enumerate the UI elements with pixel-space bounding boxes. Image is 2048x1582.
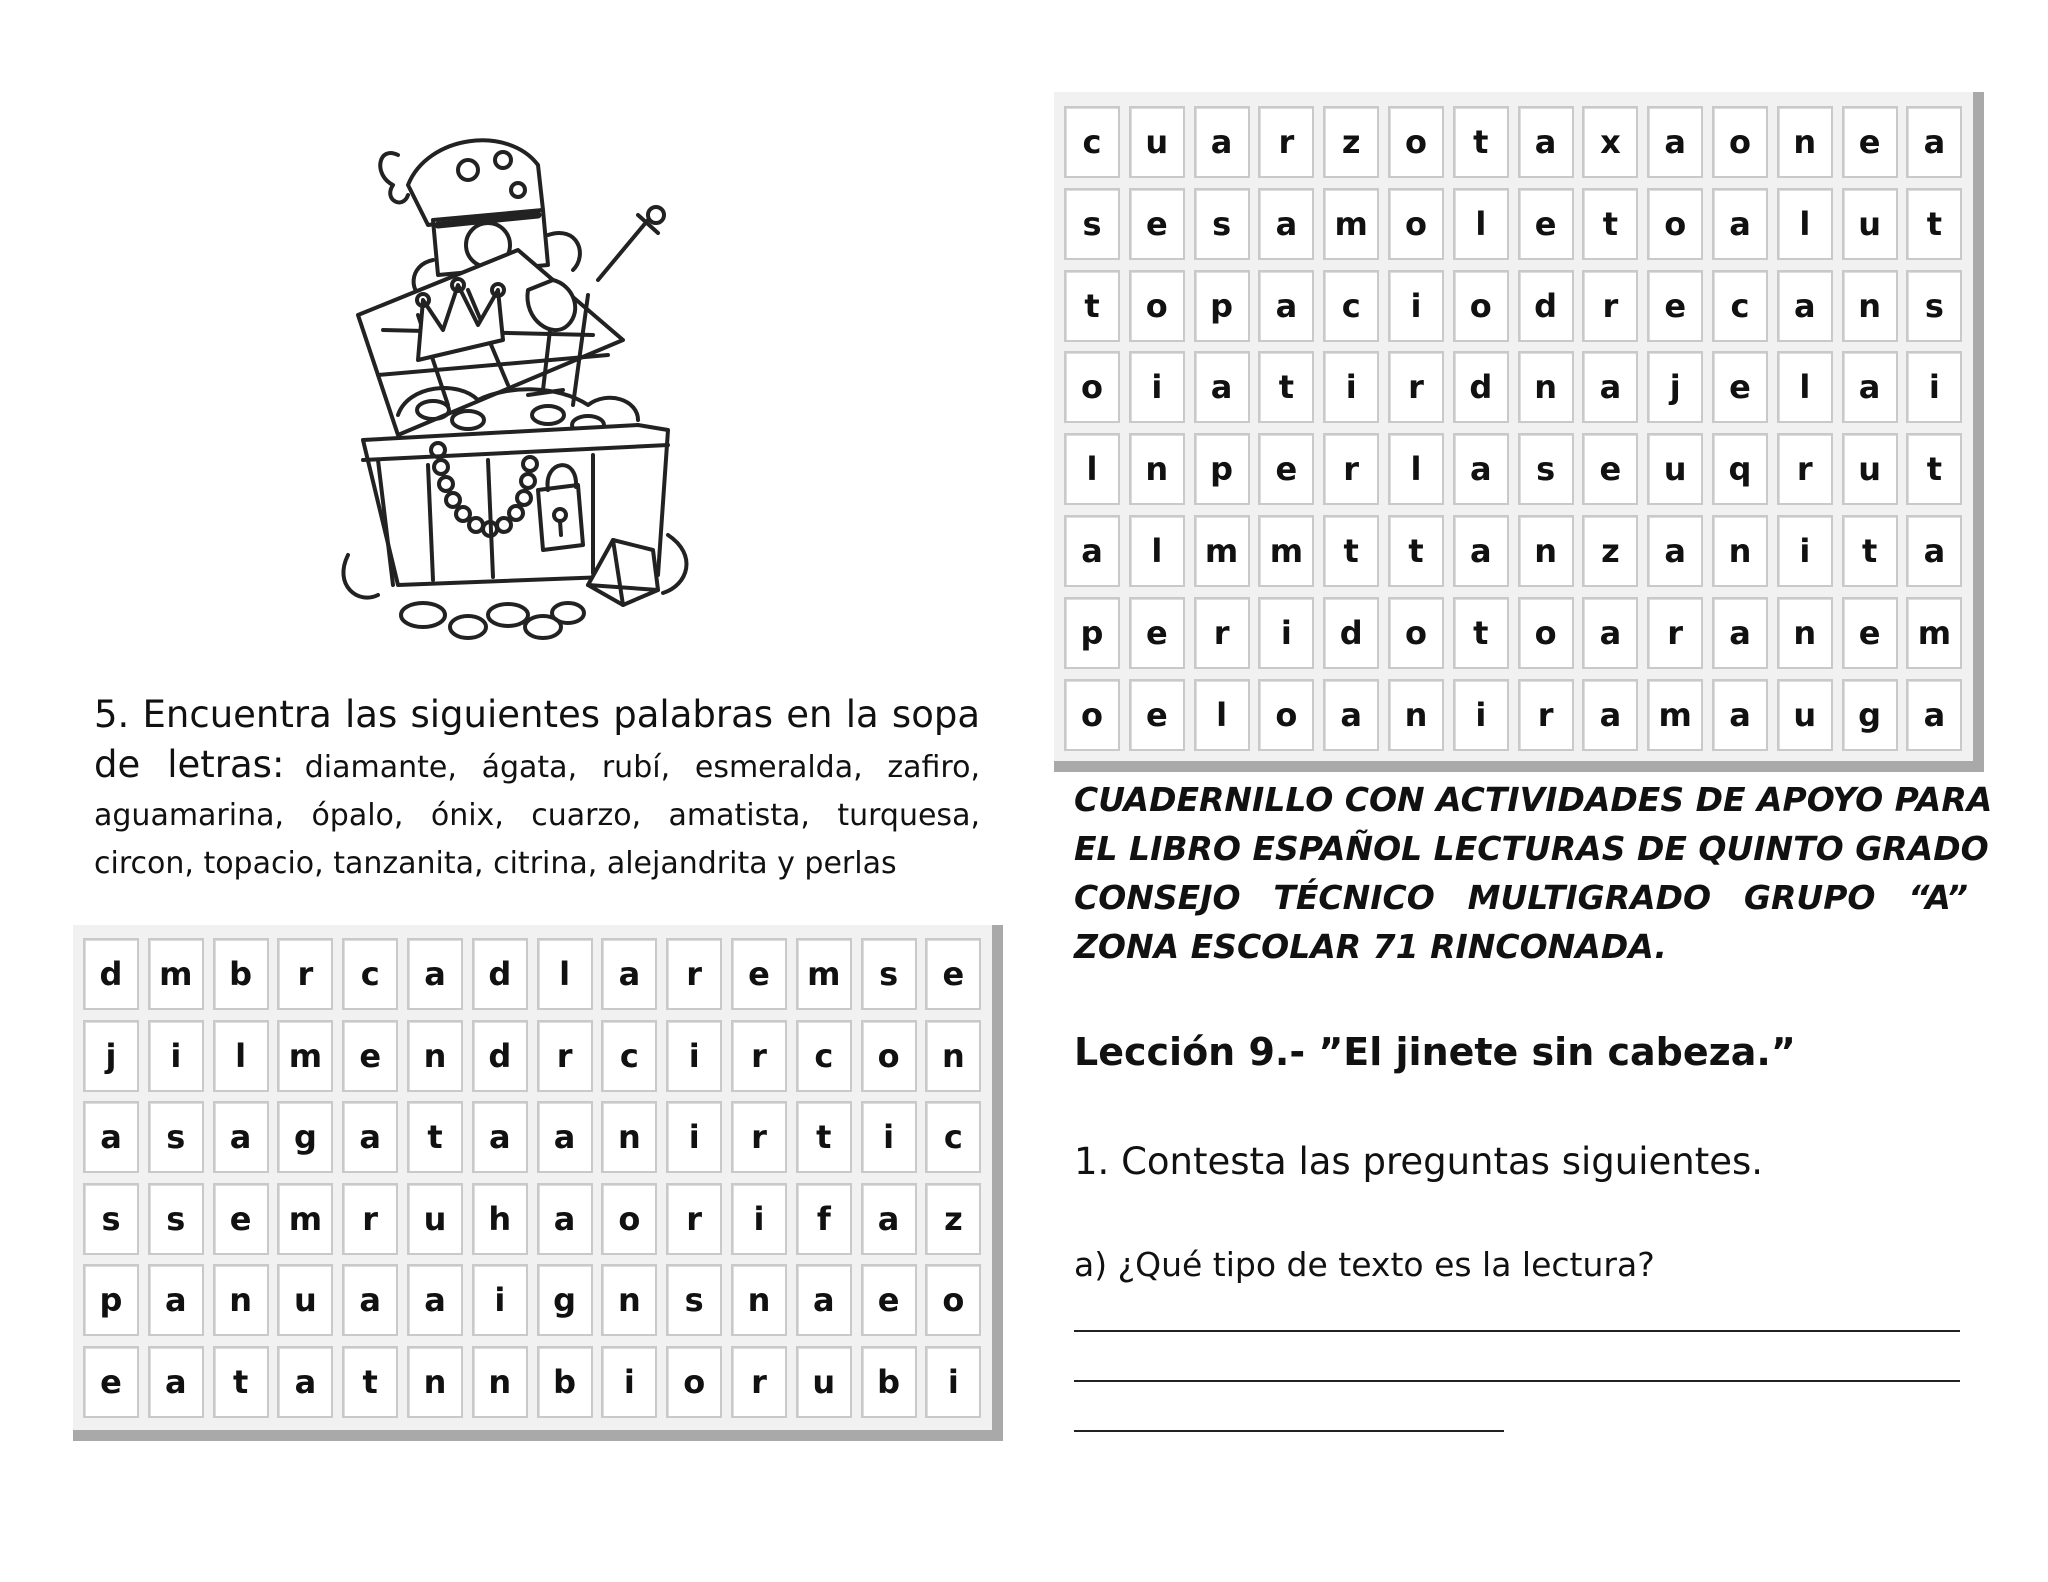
grid-cell[interactable]: n	[1842, 270, 1898, 342]
grid-cell[interactable]: s	[1906, 270, 1962, 342]
grid-cell[interactable]: i	[601, 1346, 657, 1418]
grid-cell[interactable]: i	[1388, 270, 1444, 342]
sword	[573, 215, 658, 405]
grid-cell[interactable]: c	[342, 938, 398, 1010]
grid-cell[interactable]: o	[1064, 679, 1120, 751]
grid-cell[interactable]: p	[1194, 270, 1250, 342]
grid-cell[interactable]: p	[1064, 597, 1120, 669]
question-a: a) ¿Qué tipo de texto es la lectura?	[1074, 1245, 1655, 1284]
grid-cell[interactable]: r	[1388, 351, 1444, 423]
instruction-line-1: 5. Encuentra las siguientes palabras en la sopa	[94, 693, 980, 736]
grid-cell[interactable]: r	[1194, 597, 1250, 669]
grid-cell[interactable]: r	[1777, 433, 1833, 505]
grid-cell[interactable]: e	[861, 1264, 917, 1336]
grid-cell[interactable]: i	[1323, 351, 1379, 423]
grid-cell[interactable]: u	[796, 1346, 852, 1418]
grid-cell[interactable]: a	[1582, 597, 1638, 669]
grid-cell[interactable]: e	[731, 938, 787, 1010]
grid-cell[interactable]: s	[1064, 188, 1120, 260]
grid-cell[interactable]: t	[1388, 515, 1444, 587]
grid-cell[interactable]: o	[925, 1264, 981, 1336]
grid-cell[interactable]: l	[213, 1020, 269, 1092]
grid-cell[interactable]: t	[1453, 106, 1509, 178]
grid-cell[interactable]: m	[796, 938, 852, 1010]
grid-cell[interactable]: g	[277, 1101, 333, 1173]
grid-cell[interactable]: m	[1906, 597, 1962, 669]
grid-cell[interactable]: c	[1712, 270, 1768, 342]
grid-cell[interactable]: z	[925, 1183, 981, 1255]
grid-cell[interactable]: n	[1388, 679, 1444, 751]
grid-cell[interactable]: a	[213, 1101, 269, 1173]
grid-cell[interactable]: o	[1129, 270, 1185, 342]
grid-cell[interactable]: a	[1258, 270, 1314, 342]
grid-cell[interactable]: e	[1647, 270, 1703, 342]
grid-cell[interactable]: b	[213, 938, 269, 1010]
grid-cell[interactable]: n	[407, 1020, 463, 1092]
grid-cell[interactable]: i	[666, 1020, 722, 1092]
grid-cell[interactable]: l	[1194, 679, 1250, 751]
grid-cell[interactable]: i	[1258, 597, 1314, 669]
grid-cell[interactable]: a	[1582, 351, 1638, 423]
instruction-line-4: circon, topacio, tanzanita, citrina, alejandrita y perlas	[94, 846, 897, 881]
grid-cell[interactable]: a	[1906, 679, 1962, 751]
word-search-grid-1	[73, 925, 1003, 1441]
grid-cell[interactable]: i	[1453, 679, 1509, 751]
grid-cell[interactable]: u	[1647, 433, 1703, 505]
grid-cell[interactable]: a	[1194, 106, 1250, 178]
grid-cell[interactable]: i	[1777, 515, 1833, 587]
grid-cell[interactable]: a	[277, 1346, 333, 1418]
grid-cell[interactable]: a	[1453, 433, 1509, 505]
grid-cell[interactable]: a	[537, 1183, 593, 1255]
grid-cell[interactable]: a	[148, 1264, 204, 1336]
grid-cell[interactable]: a	[83, 1101, 139, 1173]
grid-cell[interactable]: i	[925, 1346, 981, 1418]
instruction-line-3: aguamarina, ópalo, ónix, cuarzo, amatista, turquesa,	[94, 798, 980, 833]
word-search-instructions	[94, 690, 980, 888]
grid-cell[interactable]: o	[1647, 188, 1703, 260]
grid-cell[interactable]: e	[1129, 679, 1185, 751]
grid-cell[interactable]: r	[666, 938, 722, 1010]
grid-cell[interactable]: r	[1323, 433, 1379, 505]
grid-cell[interactable]: n	[1129, 433, 1185, 505]
booklet-line-1: CUADERNILLO CON ACTIVIDADES DE APOYO PARA	[1074, 780, 1993, 819]
grid-cell[interactable]: l	[1777, 351, 1833, 423]
grid-cell[interactable]: o	[601, 1183, 657, 1255]
grid-cell[interactable]: n	[925, 1020, 981, 1092]
lesson-title: Lección 9.- ”El jinete sin cabeza.”	[1074, 1030, 1796, 1074]
grid-cell[interactable]: e	[1129, 597, 1185, 669]
grid-cell[interactable]: f	[796, 1183, 852, 1255]
grid-cell[interactable]: n	[1518, 515, 1574, 587]
grid-cell[interactable]: l	[1388, 433, 1444, 505]
grid-cell[interactable]: o	[1388, 106, 1444, 178]
grid-cell[interactable]: a	[1712, 188, 1768, 260]
grid-cell[interactable]: s	[148, 1101, 204, 1173]
grid-cell[interactable]: o	[666, 1346, 722, 1418]
grid-cell[interactable]: r	[731, 1020, 787, 1092]
grid-cell[interactable]: l	[537, 938, 593, 1010]
grid-cell[interactable]: s	[1518, 433, 1574, 505]
answer-line-2[interactable]	[1074, 1380, 1960, 1382]
grid-cell[interactable]: a	[861, 1183, 917, 1255]
word-search-grid-1-board	[73, 925, 992, 1430]
grid-cell[interactable]: r	[666, 1183, 722, 1255]
grid-cell[interactable]: r	[342, 1183, 398, 1255]
answer-line-3[interactable]	[1074, 1430, 1504, 1432]
grid-cell[interactable]: x	[1582, 106, 1638, 178]
grid-cell[interactable]: i	[1129, 351, 1185, 423]
grid-cell[interactable]: s	[861, 938, 917, 1010]
grid-cell[interactable]: o	[861, 1020, 917, 1092]
grid-cell[interactable]: g	[1842, 679, 1898, 751]
grid-cell[interactable]: p	[83, 1264, 139, 1336]
grid-cell[interactable]: n	[601, 1264, 657, 1336]
grid-cell[interactable]: d	[1323, 597, 1379, 669]
grid-cell[interactable]: n	[601, 1101, 657, 1173]
word-search-grid-2-board	[1054, 92, 1973, 761]
grid-cell[interactable]: m	[1258, 515, 1314, 587]
grid-cell[interactable]: t	[1906, 188, 1962, 260]
grid-cell[interactable]: a	[407, 1264, 463, 1336]
grid-cell[interactable]: t	[1258, 351, 1314, 423]
grid-cell[interactable]: m	[1194, 515, 1250, 587]
grid-cell[interactable]: o	[1518, 597, 1574, 669]
grid-cell[interactable]: c	[925, 1101, 981, 1173]
grid-cell[interactable]: o	[1388, 188, 1444, 260]
grid-cell[interactable]: a	[1582, 679, 1638, 751]
grid-cell[interactable]: d	[472, 1020, 528, 1092]
grid-cell[interactable]: t	[1582, 188, 1638, 260]
grid-cell[interactable]: l	[1777, 188, 1833, 260]
grid-cell[interactable]: e	[1842, 106, 1898, 178]
grid-cell[interactable]: a	[1194, 351, 1250, 423]
grid-cell[interactable]: o	[1712, 106, 1768, 178]
grid-cell[interactable]: d	[472, 938, 528, 1010]
grid-cell[interactable]: d	[83, 938, 139, 1010]
grid-cell[interactable]: a	[1647, 106, 1703, 178]
grid-cell[interactable]: a	[1777, 270, 1833, 342]
grid-cell[interactable]: a	[1712, 597, 1768, 669]
grid-cell[interactable]: a	[1906, 106, 1962, 178]
grid-cell[interactable]: m	[277, 1020, 333, 1092]
grid-cell[interactable]: u	[277, 1264, 333, 1336]
grid-cell[interactable]: m	[148, 938, 204, 1010]
grid-cell[interactable]: z	[1582, 515, 1638, 587]
grid-cell[interactable]: z	[1323, 106, 1379, 178]
grid-cell[interactable]: j	[83, 1020, 139, 1092]
grid-cell[interactable]: i	[731, 1183, 787, 1255]
grid-cell[interactable]: a	[1842, 351, 1898, 423]
grid-cell[interactable]: l	[1129, 515, 1185, 587]
grid-cell[interactable]: e	[925, 938, 981, 1010]
questions-intro: 1. Contesta las preguntas siguientes.	[1074, 1140, 1764, 1183]
grid-cell[interactable]: e	[1582, 433, 1638, 505]
grid-cell[interactable]: n	[1777, 597, 1833, 669]
grid-cell[interactable]: e	[1258, 433, 1314, 505]
grid-cell[interactable]: a	[1518, 106, 1574, 178]
grid-cell[interactable]: a	[342, 1101, 398, 1173]
grid-cell[interactable]: n	[407, 1346, 463, 1418]
grid-cell[interactable]: a	[407, 938, 463, 1010]
grid-cell[interactable]: u	[1842, 188, 1898, 260]
grid-cell[interactable]: a	[1906, 515, 1962, 587]
grid-cell[interactable]: d	[1453, 351, 1509, 423]
grid-cell[interactable]: n	[213, 1264, 269, 1336]
grid-cell[interactable]: u	[1842, 433, 1898, 505]
booklet-line-3: CONSEJO TÉCNICO MULTIGRADO GRUPO “A”	[1074, 878, 1968, 917]
grid-cell[interactable]: m	[277, 1183, 333, 1255]
grid-cell[interactable]: e	[213, 1183, 269, 1255]
grid-cell[interactable]: i	[666, 1101, 722, 1173]
grid-cell[interactable]: e	[342, 1020, 398, 1092]
grid-cell[interactable]: s	[1194, 188, 1250, 260]
grid-cell[interactable]: a	[537, 1101, 593, 1173]
grid-cell[interactable]: m	[1323, 188, 1379, 260]
grid-cell[interactable]: b	[537, 1346, 593, 1418]
grid-cell[interactable]: t	[407, 1101, 463, 1173]
grid-cell[interactable]: u	[407, 1183, 463, 1255]
grid-cell[interactable]: c	[1064, 106, 1120, 178]
grid-cell[interactable]: i	[861, 1101, 917, 1173]
grid-cell[interactable]: b	[861, 1346, 917, 1418]
booklet-header	[1074, 775, 1993, 971]
grid-cell[interactable]: r	[1518, 679, 1574, 751]
grid-cell[interactable]: e	[1518, 188, 1574, 260]
grid-cell[interactable]: n	[1518, 351, 1574, 423]
grid-cell[interactable]: q	[1712, 433, 1768, 505]
grid-cell[interactable]: a	[1064, 515, 1120, 587]
grid-cell[interactable]: r	[277, 938, 333, 1010]
grid-cell[interactable]: t	[342, 1346, 398, 1418]
grid-cell[interactable]: r	[1258, 106, 1314, 178]
grid-cell[interactable]: t	[1064, 270, 1120, 342]
grid-cell[interactable]: j	[1647, 351, 1703, 423]
grid-cell[interactable]: u	[1129, 106, 1185, 178]
grid-cell[interactable]: n	[1777, 106, 1833, 178]
grid-cell[interactable]: t	[1842, 515, 1898, 587]
grid-cell[interactable]: o	[1388, 597, 1444, 669]
grid-cell[interactable]: t	[1453, 597, 1509, 669]
booklet-line-4: ZONA ESCOLAR 71 RINCONADA.	[1074, 927, 1667, 966]
grid-cell[interactable]: e	[1842, 597, 1898, 669]
grid-cell[interactable]: l	[1453, 188, 1509, 260]
grid-cell[interactable]: p	[1194, 433, 1250, 505]
grid-cell[interactable]: g	[537, 1264, 593, 1336]
grid-cell[interactable]: d	[1518, 270, 1574, 342]
grid-cell[interactable]: i	[148, 1020, 204, 1092]
grid-cell[interactable]: t	[796, 1101, 852, 1173]
instruction-line-2: de letras: diamante, ágata, rubí, esmeralda, zafiro,	[94, 743, 980, 786]
grid-cell[interactable]: n	[731, 1264, 787, 1336]
grid-cell[interactable]: t	[213, 1346, 269, 1418]
grid-cell[interactable]: i	[472, 1264, 528, 1336]
grid-cell[interactable]: l	[1064, 433, 1120, 505]
grid-cell[interactable]: r	[537, 1020, 593, 1092]
grid-cell[interactable]: h	[472, 1183, 528, 1255]
grid-cell[interactable]: u	[1777, 679, 1833, 751]
grid-cell[interactable]: a	[1258, 188, 1314, 260]
grid-cell[interactable]: e	[83, 1346, 139, 1418]
grid-cell[interactable]: r	[1647, 597, 1703, 669]
treasure-chest-illustration	[338, 115, 748, 660]
grid-cell[interactable]: o	[1258, 679, 1314, 751]
grid-cell[interactable]: s	[83, 1183, 139, 1255]
grid-cell[interactable]: e	[1712, 351, 1768, 423]
grid-cell[interactable]: s	[666, 1264, 722, 1336]
grid-cell[interactable]: a	[601, 938, 657, 1010]
grid-cell[interactable]: a	[1712, 679, 1768, 751]
grid-cell[interactable]: a	[342, 1264, 398, 1336]
grid-cell[interactable]: r	[731, 1101, 787, 1173]
padlock	[538, 485, 583, 550]
grid-cell[interactable]: a	[148, 1346, 204, 1418]
grid-cell[interactable]: a	[1647, 515, 1703, 587]
grid-cell[interactable]: n	[472, 1346, 528, 1418]
grid-cell[interactable]: a	[1323, 679, 1379, 751]
grid-cell[interactable]: t	[1906, 433, 1962, 505]
word-search-grid-2	[1054, 92, 1984, 772]
grid-cell[interactable]: o	[1064, 351, 1120, 423]
grid-cell[interactable]: a	[472, 1101, 528, 1173]
grid-cell[interactable]: a	[1453, 515, 1509, 587]
grid-cell[interactable]: e	[1129, 188, 1185, 260]
grid-cell[interactable]: n	[1712, 515, 1768, 587]
grid-cell[interactable]: t	[1323, 515, 1379, 587]
grid-cell[interactable]: m	[1647, 679, 1703, 751]
grid-cell[interactable]: r	[1582, 270, 1638, 342]
grid-cell[interactable]: c	[1323, 270, 1379, 342]
grid-cell[interactable]: c	[601, 1020, 657, 1092]
booklet-line-2: EL LIBRO ESPAÑOL LECTURAS DE QUINTO GRADO	[1074, 829, 1989, 868]
grid-cell[interactable]: o	[1453, 270, 1509, 342]
grid-cell[interactable]: r	[731, 1346, 787, 1418]
grid-cell[interactable]: s	[148, 1183, 204, 1255]
grid-cell[interactable]: a	[796, 1264, 852, 1336]
grid-cell[interactable]: i	[1906, 351, 1962, 423]
grid-cell[interactable]: c	[796, 1020, 852, 1092]
answer-line-1[interactable]	[1074, 1330, 1960, 1332]
